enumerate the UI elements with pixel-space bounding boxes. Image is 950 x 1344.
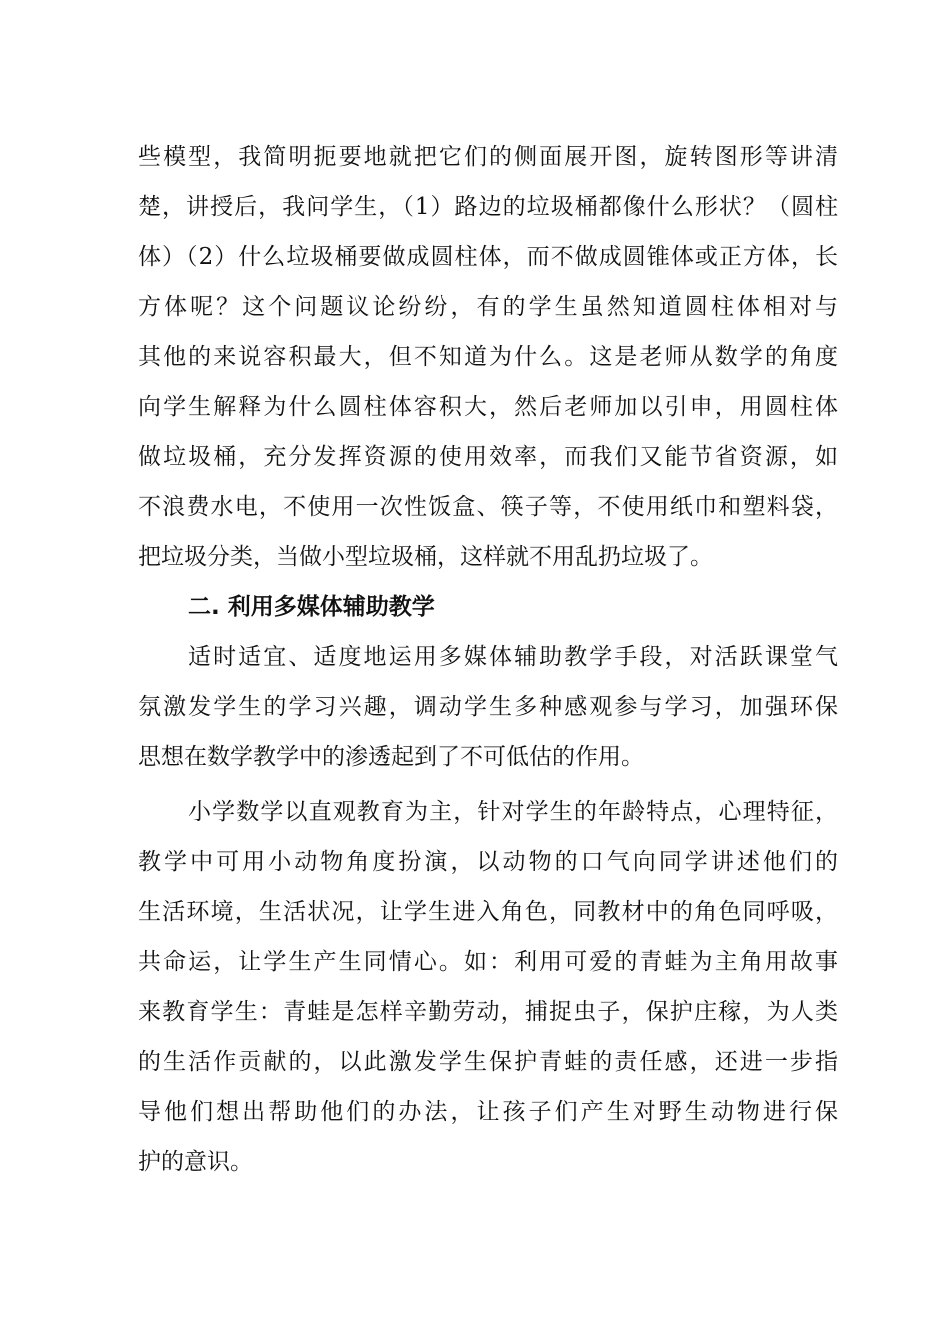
paragraph-3-line-6: 的生活作贡献的，以此激发学生保护青蛙的责任感，还进一步指 [138, 1049, 838, 1075]
paragraph-2-line-3: 思想在数学教学中的渗透起到了不可低估的作用。 [138, 744, 644, 770]
paragraph-3-line-3: 生活环境，生活状况，让学生进入角色，同教材中的角色同呼吸， [138, 899, 838, 925]
paragraph-1-line-8: 不浪费水电，不使用一次性饭盒、筷子等，不使用纸巾和塑料袋， [138, 494, 838, 520]
paragraph-3-line-8: 护的意识。 [138, 1149, 253, 1175]
paragraph-1-line-3: 体）（2）什么垃圾桶要做成圆柱体，而不做成圆锥体或正方体，长 [138, 244, 838, 270]
paragraph-3-line-4: 共命运，让学生产生同情心。如：利用可爱的青蛙为主角用故事 [138, 949, 838, 975]
paragraph-2-line-1: 适时适宜、适度地运用多媒体辅助教学手段，对活跃课堂气 [188, 644, 838, 670]
section-heading: 二. 利用多媒体辅助教学 [188, 594, 435, 620]
paragraph-3-line-7: 导他们想出帮助他们的办法，让孩子们产生对野生动物进行保 [138, 1099, 838, 1125]
paragraph-3-line-2: 教学中可用小动物角度扮演，以动物的口气向同学讲述他们的 [138, 849, 838, 875]
paragraph-1-line-1: 些模型，我简明扼要地就把它们的侧面展开图，旋转图形等讲清 [138, 144, 838, 170]
paragraph-3-line-5: 来教育学生：青蛙是怎样辛勤劳动，捕捉虫子，保护庄稼，为人类 [138, 999, 838, 1025]
paragraph-1-line-2: 楚，讲授后，我问学生，（1）路边的垃圾桶都像什么形状？（圆柱 [138, 194, 838, 220]
paragraph-1-line-7: 做垃圾桶，充分发挥资源的使用效率，而我们又能节省资源，如 [138, 444, 838, 470]
paragraph-2-line-2: 氛激发学生的学习兴趣，调动学生多种感观参与学习，加强环保 [138, 694, 838, 720]
paragraph-1-line-9: 把垃圾分类，当做小型垃圾桶，这样就不用乱扔垃圾了。 [138, 544, 713, 570]
paragraph-1-line-4: 方体呢？这个问题议论纷纷，有的学生虽然知道圆柱体相对与 [138, 294, 838, 320]
paragraph-1-line-6: 向学生解释为什么圆柱体容积大，然后老师加以引申，用圆柱体 [138, 394, 838, 420]
paragraph-1-line-5: 其他的来说容积最大，但不知道为什么。这是老师从数学的角度 [138, 344, 838, 370]
paragraph-3-line-1: 小学数学以直观教育为主，针对学生的年龄特点，心理特征， [188, 799, 838, 825]
